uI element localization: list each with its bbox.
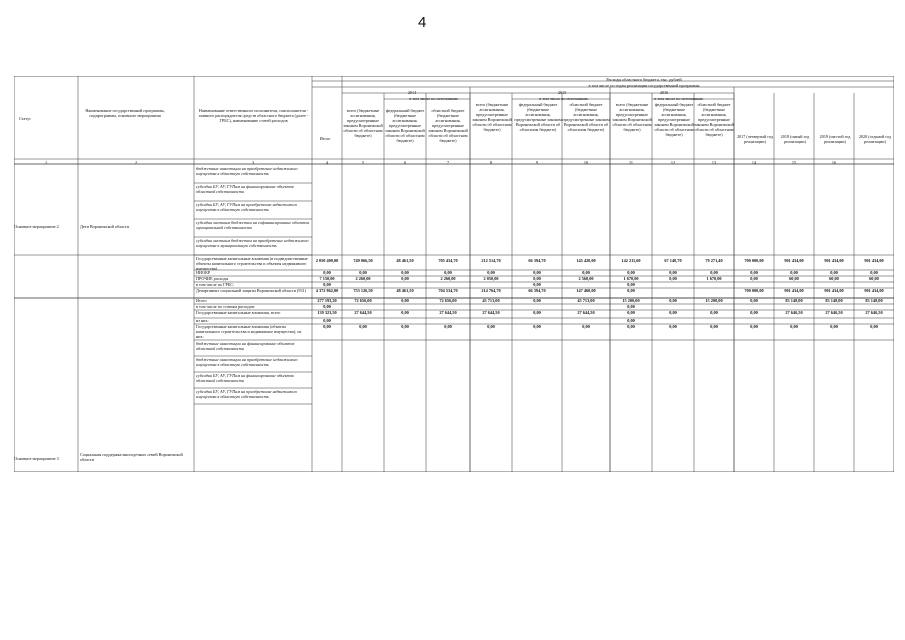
row-label: Департамент социальной защиты Воронежской области (931): [196, 288, 307, 293]
value-cell: 0,00: [750, 324, 758, 329]
value-cell: 0,00: [401, 276, 409, 281]
value-cell: 0,00: [710, 324, 718, 329]
value-cell: 139 323,50: [317, 310, 337, 315]
value-cell: 15 200,00: [705, 298, 723, 303]
value-cell: 27 644,50: [577, 310, 595, 315]
header-expenses: Расходы областного бюджета, тыс. рублей: [606, 77, 682, 82]
value-cell: 0,00: [533, 270, 541, 275]
header-2018: 2018 (пятый год реализации): [780, 134, 810, 144]
value-cell: 2 260,00: [355, 276, 371, 281]
value-cell: 0,00: [444, 324, 452, 329]
value-cell: 60,00: [869, 276, 879, 281]
value-cell: 0,00: [790, 324, 798, 329]
value-cell: 0,00: [627, 270, 635, 275]
header-program: Наименование государственной программы, подпрограммы, основного мероприятия: [85, 108, 165, 118]
value-cell: 0,00: [323, 304, 331, 309]
value-cell: 901 434,00: [824, 258, 844, 263]
block2-status: Основное мероприятие 3: [14, 456, 59, 461]
value-cell: 0,00: [750, 310, 758, 315]
block1-program: Дети Воронежской области: [80, 224, 129, 229]
row-label: ПРОЧИЕ расходы: [196, 276, 229, 281]
value-cell: 2 050 400,00: [315, 258, 339, 263]
header-executor: Наименование ответственного исполнителя, соисполнителя - главного распорядителя средств областного бюджета (далее - ГРБС), наименование статей расходов: [198, 108, 309, 123]
value-cell: 66 394,70: [528, 258, 546, 263]
article-label: бюджетные инвестиции на приобретение недвижимого имущества в областную собственность: [196, 357, 298, 367]
value-cell: 142 211,60: [621, 258, 641, 263]
value-cell: 79 271,40: [705, 258, 723, 263]
value-cell: 72 656,00: [354, 298, 372, 303]
value-cell: 0,00: [710, 270, 718, 275]
column-number: 9: [535, 160, 539, 165]
article-label: субсидии местным бюджетам на софинансирование объектов муниципальной собственности: [196, 220, 310, 230]
column-number: 16: [831, 160, 837, 165]
value-cell: 0,00: [444, 270, 452, 275]
value-cell: 72 656,00: [439, 298, 457, 303]
row-label: Итого: [196, 298, 207, 303]
value-cell: 60,00: [789, 276, 799, 281]
value-cell: 0,00: [533, 276, 541, 281]
value-cell: 0,00: [627, 324, 635, 329]
value-cell: 0,00: [323, 270, 331, 275]
value-cell: 48 461,50: [396, 258, 414, 263]
header-2017: 2017 (четвертый год реализации): [736, 134, 774, 144]
value-cell: 0,00: [323, 318, 331, 323]
header-sources-2014: в том числе по источникам:: [409, 96, 459, 101]
block1-status: Основное мероприятие 2: [14, 224, 59, 229]
column-number: 11: [628, 160, 634, 165]
value-cell: 2 050,00: [483, 276, 499, 281]
column-number: 10: [583, 160, 589, 165]
value-cell: 0,00: [401, 270, 409, 275]
header-all-2014: всего (бюджетные ассигнования, предусмотренные законом Воронежской области об областном бюджете): [343, 108, 383, 138]
value-cell: 83 148,00: [825, 298, 843, 303]
value-cell: 901 434,00: [864, 288, 884, 293]
value-cell: 0,00: [487, 324, 495, 329]
value-cell: 0,00: [750, 276, 758, 281]
value-cell: 0,00: [750, 298, 758, 303]
value-cell: 0,00: [627, 318, 635, 323]
row-label: в том числе по ГРБС:: [196, 282, 235, 287]
row-label: в том числе по статьям расходов:: [196, 304, 255, 309]
value-cell: 0,00: [750, 270, 758, 275]
value-cell: 0,00: [533, 310, 541, 315]
header-fed-2014: федеральный бюджет (бюджетные ассигнования, предусмотренные законом Воронежской области об областном бюджете): [385, 108, 425, 143]
column-number: 14: [751, 160, 757, 165]
article-label: бюджетные инвестиции на финансирование объектов областной собственности: [196, 341, 295, 351]
value-cell: 0,00: [830, 324, 838, 329]
header-sources-2015: в том числе по источникам:: [539, 96, 589, 101]
column-number: 13: [711, 160, 717, 165]
column-number: 15: [791, 160, 797, 165]
header-reg-2016: областной бюджет (бюджетные ассигнования, предусмотренные законом Воронежской области об областном бюджете): [694, 102, 734, 137]
page-number: 4: [418, 14, 427, 31]
value-cell: 0,00: [790, 270, 798, 275]
column-number: 8: [489, 160, 493, 165]
header-2016: 2016: [659, 90, 669, 95]
value-cell: 0,00: [401, 324, 409, 329]
value-cell: 0,00: [359, 324, 367, 329]
column-number: 7: [446, 160, 450, 165]
value-cell: 0,00: [870, 324, 878, 329]
header-fed-2016: федеральный бюджет (бюджетные ассигнования, предусмотренные законом Воронежской области об областном бюджете): [654, 102, 694, 137]
value-cell: 15 200,00: [622, 298, 640, 303]
value-cell: 0,00: [627, 282, 635, 287]
column-number: 4: [325, 160, 329, 165]
value-cell: 901 434,00: [824, 288, 844, 293]
header-total: Итого: [319, 136, 331, 141]
column-number: 1: [44, 160, 48, 165]
value-cell: 901 434,00: [864, 258, 884, 263]
value-cell: 0,00: [323, 282, 331, 287]
value-cell: 0,00: [323, 324, 331, 329]
value-cell: 67 140,70: [664, 258, 682, 263]
header-all-2016: всего (бюджетные ассигнования, предусмотренные законом Воронежской области об областном бюджете): [612, 102, 652, 132]
value-cell: 27 644,50: [482, 310, 500, 315]
value-cell: 83 148,00: [865, 298, 883, 303]
article-label: субсидии БУ, АУ, ГУПам на приобретение недвижимого имущества в областную собственность: [196, 202, 297, 212]
article-label: субсидии БУ, АУ, ГУПам на финансирование объектов областной собственности: [196, 184, 294, 194]
value-cell: 0,00: [669, 324, 677, 329]
value-cell: 0,00: [669, 298, 677, 303]
row-label: Государственные капитальные вложения (в подведомственные объекты капитального строительства и объекты недвижимого имущества): [196, 256, 308, 270]
value-cell: 0,00: [401, 298, 409, 303]
article-label: субсидии местным бюджетам на приобретение недвижимого имущества в муниципальную собственность: [196, 238, 309, 248]
value-cell: 901 434,00: [784, 258, 804, 263]
value-cell: 749 066,50: [353, 258, 373, 263]
value-cell: 700 000,00: [744, 258, 764, 263]
header-reg-2015: областной бюджет (бюджетные ассигнования, предусмотренные законом Воронежской области об областном бюджете): [562, 102, 610, 132]
value-cell: 1 670,00: [623, 276, 639, 281]
row-label: Государственные капитальные вложения (объекты капитального строительства и недвижимое имущество), из них:: [196, 324, 302, 339]
value-cell: 704 534,70: [438, 288, 458, 293]
value-cell: 45 713,00: [482, 298, 500, 303]
article-label: бюджетные инвестиции на приобретение недвижимого имущества в областную собственность: [196, 166, 298, 176]
value-cell: 214 764,70: [481, 288, 501, 293]
header-2014: 2014: [407, 90, 417, 95]
value-cell: 0,00: [582, 324, 590, 329]
value-cell: 212 514,70: [481, 258, 501, 263]
value-cell: 145 420,00: [576, 258, 596, 263]
value-cell: 901 434,00: [784, 288, 804, 293]
value-cell: 0,00: [359, 270, 367, 275]
column-number: 5: [361, 160, 365, 165]
value-cell: 0,00: [669, 276, 677, 281]
block2-program: Социальная поддержка многодетных семей Воронежской области: [80, 452, 183, 462]
budget-table: [14, 76, 894, 472]
value-cell: 700 000,00: [744, 288, 764, 293]
value-cell: 45 713,00: [577, 298, 595, 303]
value-cell: 66 394,70: [528, 288, 546, 293]
header-status: Статус: [18, 116, 32, 121]
column-number: 3: [251, 160, 255, 165]
row-label: Государственные капитальные вложения, всего: [196, 310, 281, 315]
value-cell: 705 434,70: [438, 258, 458, 263]
column-number: 12: [670, 160, 676, 165]
value-cell: 0,00: [627, 310, 635, 315]
value-cell: 0,00: [710, 310, 718, 315]
header-sources-2016: в том числе по источникам:: [654, 96, 704, 101]
value-cell: 0,00: [669, 310, 677, 315]
value-cell: 27 646,50: [865, 310, 883, 315]
value-cell: 0,00: [487, 270, 495, 275]
value-cell: 27 644,50: [439, 310, 457, 315]
value-cell: 48 461,50: [396, 288, 414, 293]
value-cell: 753 126,50: [353, 288, 373, 293]
value-cell: 0,00: [627, 288, 635, 293]
value-cell: 2 260,00: [440, 276, 456, 281]
value-cell: 27 644,50: [354, 310, 372, 315]
header-2019: 2019 (шестой год реализации): [819, 134, 851, 144]
value-cell: 27 646,50: [785, 310, 803, 315]
header-2020: 2020 (седьмой год реализации): [858, 134, 892, 144]
value-cell: 0,00: [533, 282, 541, 287]
value-cell: 83 148,00: [785, 298, 803, 303]
value-cell: 0,00: [669, 270, 677, 275]
column-number: 2: [134, 160, 138, 165]
value-cell: 4 372 862,00: [315, 288, 339, 293]
value-cell: 0,00: [870, 270, 878, 275]
value-cell: 0,00: [401, 310, 409, 315]
value-cell: 2 560,00: [578, 276, 594, 281]
article-label: субсидии БУ, АУ, ГУПам на приобретение недвижимого имущества в областную собственность: [196, 389, 297, 399]
value-cell: 27 646,50: [825, 310, 843, 315]
row-label: из них:: [196, 318, 209, 323]
column-number: 6: [403, 160, 407, 165]
value-cell: 60,00: [829, 276, 839, 281]
value-cell: 1 670,00: [706, 276, 722, 281]
value-cell: 277 193,20: [317, 298, 337, 303]
value-cell: 0,00: [533, 298, 541, 303]
row-label: НИОКР: [196, 270, 211, 275]
article-label: субсидии БУ, АУ, ГУПам на финансирование объектов областной собственности: [196, 373, 294, 383]
value-cell: 7 150,00: [319, 276, 335, 281]
value-cell: 0,00: [582, 270, 590, 275]
value-cell: 0,00: [627, 304, 635, 309]
value-cell: 0,00: [533, 324, 541, 329]
header-all-2015: всего (бюджетные ассигнования, предусмотренные законом Воронежской области об областном бюджете): [472, 102, 512, 132]
header-fed-2015: федеральный бюджет (бюджетные ассигнования, предусмотренные законом Воронежской области об областном бюджете): [514, 102, 562, 132]
value-cell: 147 460,00: [576, 288, 596, 293]
header-by-year: в том числе по годам реализации государственной программы: [588, 83, 700, 88]
header-2015: 2015: [557, 90, 567, 95]
value-cell: 0,00: [830, 270, 838, 275]
header-reg-2014: областной бюджет (бюджетные ассигнования, предусмотренные законом Воронежской области об областном бюджете): [428, 108, 468, 143]
